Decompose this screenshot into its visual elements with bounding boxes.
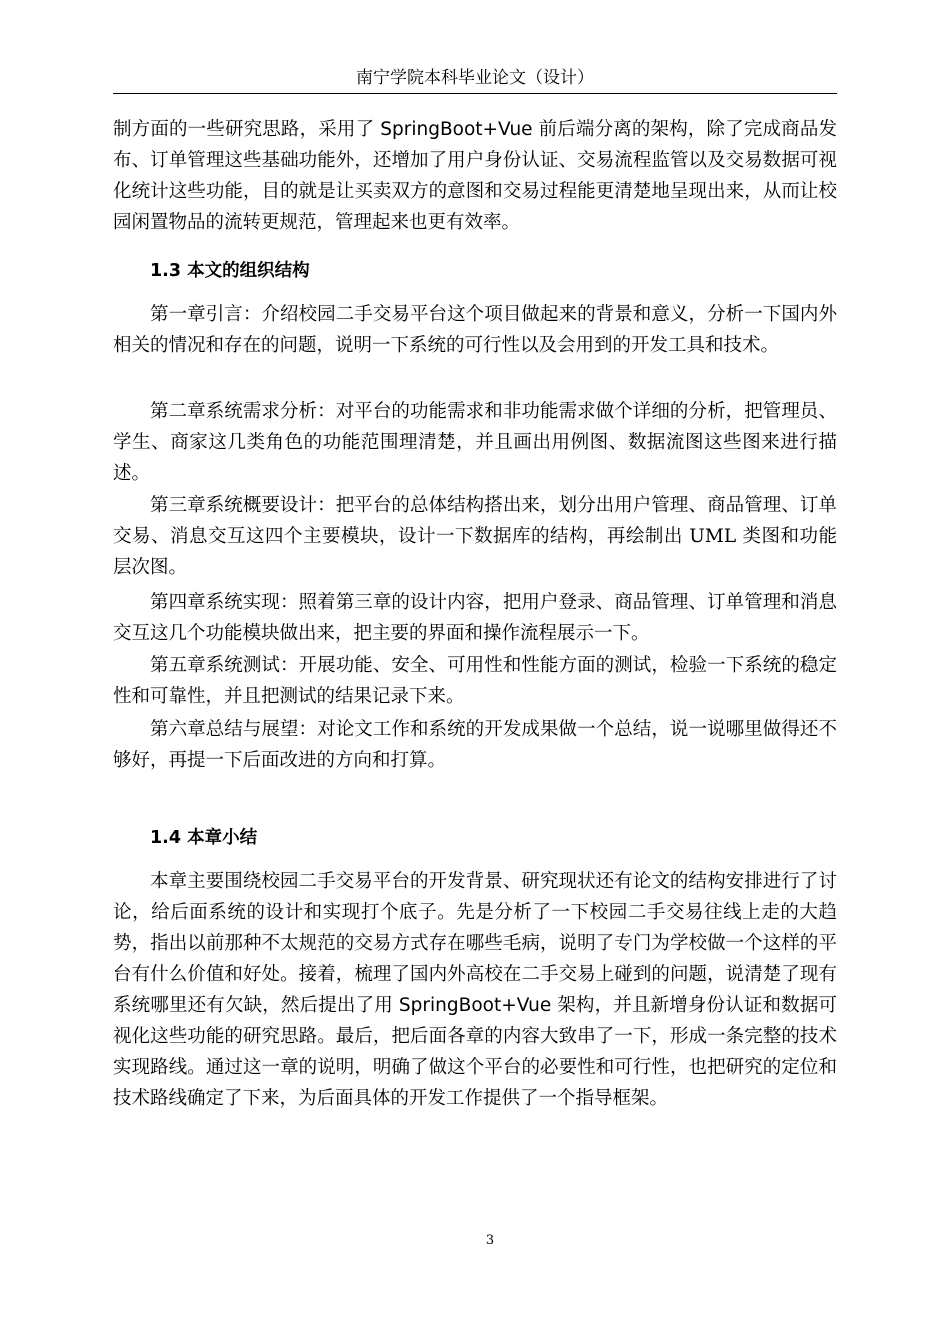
intro-continuation-paragraph: 制方面的一些研究思路，采用了 SpringBoot+Vue 前后端分离的架构，除了完成商品发布、订单管理这些基础功能外，还增加了用户身份认证、交易流程监管以及交易数据可视化统计这些功能，目的就是让买卖双方的意图和交易过程能更清楚地呈现出来，从而让校园闲置物品的流转更规范，管理起来也更有效率。 [113,119,837,233]
chapter-4-description: 第四章系统实现：照着第三章的设计内容，把用户登录、商品管理、订单管理和消息交互这几个功能模块做出来，把主要的界面和操作流程展示一下。 [113,592,837,644]
page-number: 3 [485,1233,495,1248]
chapter-1-description: 第一章引言：介绍校园二手交易平台这个项目做起来的背景和意义，分析一下国内外相关的情况和存在的问题，说明一下系统的可行性以及会用到的开发工具和技术。 [113,304,837,356]
chapter-5-description: 第五章系统测试：开展功能、安全、可用性和性能方面的测试，检验一下系统的稳定性和可靠性，并且把测试的结果记录下来。 [113,655,837,707]
header-rule [113,93,837,94]
section-heading-1-3: 1.3 本文的组织结构 [150,261,310,281]
page-header: 南宁学院本科毕业论文（设计） [356,68,594,88]
chapter-6-description: 第六章总结与展望：对论文工作和系统的开发成果做一个总结，说一说哪里做得还不够好，再提一下后面改进的方向和打算。 [113,719,837,771]
chapter-3-description: 第三章系统概要设计：把平台的总体结构搭出来，划分出用户管理、商品管理、订单交易、消息交互这四个主要模块，设计一下数据库的结构，再绘制出 UML 类图和功能层次图。 [113,495,837,578]
chapter-summary-paragraph: 本章主要围绕校园二手交易平台的开发背景、研究现状还有论文的结构安排进行了讨论，给后面系统的设计和实现打个底子。先是分析了一下校园二手交易往线上走的大趋势，指出以前那种不太规范的交易方式存在哪些毛病，说明了专门为学校做一个这样的平台有什么价值和好处。接着，梳理了国内外高校在二手交易上碰到的问题，说清楚了现有系统哪里还有欠缺，然后提出了用 SpringBoot+Vue 架构，并且新增身份认证和数据可视化这些功能的研究思路。最后，把后面各章的内容大致串了一下，形成一条完整的技术实现路线。通过这一章的说明，明确了做这个平台的必要性和可行性，也把研究的定位和技术路线确定了下来，为后面具体的开发工作提供了一个指导框架。 [113,871,837,1109]
section-heading-1-4: 1.4 本章小结 [150,828,258,848]
chapter-2-description: 第二章系统需求分析：对平台的功能需求和非功能需求做个详细的分析，把管理员、学生、商家这几类角色的功能范围理清楚，并且画出用例图、数据流图这些图来进行描述。 [113,401,837,484]
